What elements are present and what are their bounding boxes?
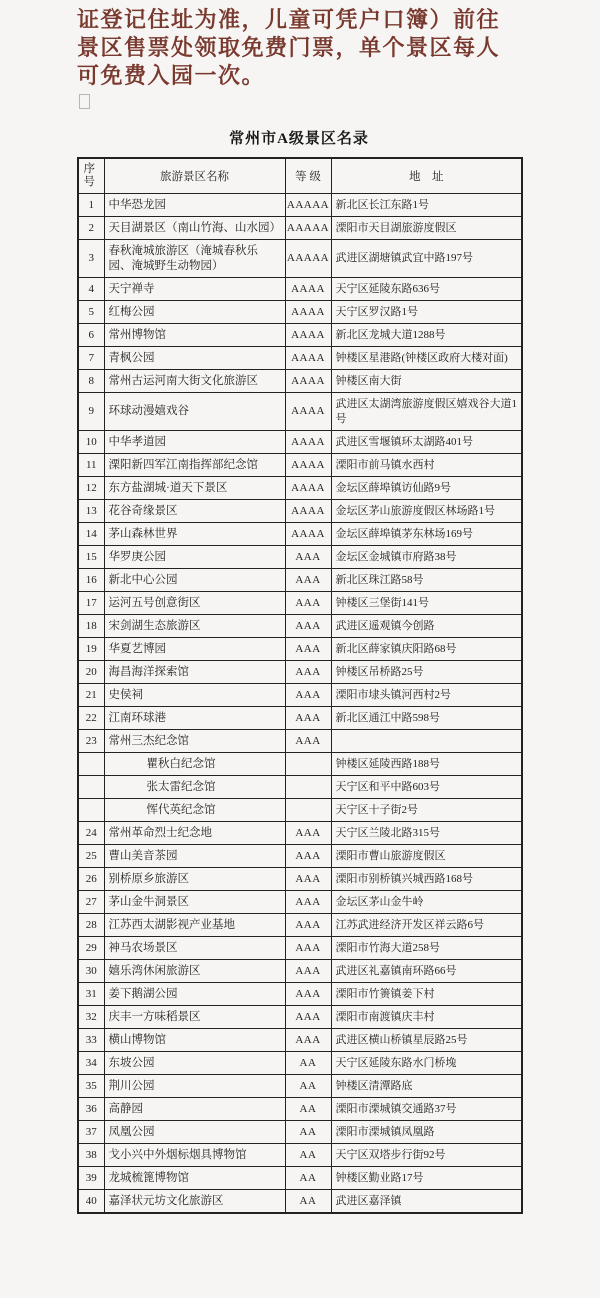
row-number-cell: 11 [78,454,104,477]
address-cell: 溧阳市别桥镇兴城西路168号 [331,868,522,891]
table-row [78,960,522,983]
row-number-cell [78,776,104,799]
address-cell: 天宁区双塔步行街92号 [331,1144,522,1167]
row-number-cell: 20 [78,661,104,684]
name-cell: 天宁禅寺 [104,278,285,301]
address-cell: 天宁区延陵东路636号 [331,278,522,301]
row-number-cell: 26 [78,868,104,891]
table-row [78,393,522,431]
grade-cell: AAAA [285,324,331,347]
name-cell: 春秋淹城旅游区（淹城春秋乐园、淹城野生动物园） [104,240,285,278]
table-row [78,730,522,753]
address-cell: 江苏武进经济开发区祥云路6号 [331,914,522,937]
row-number-cell: 10 [78,431,104,454]
row-number-cell: 31 [78,983,104,1006]
address-cell: 武进区湖塘镇武宜中路197号 [331,240,522,278]
grade-cell: AAA [285,592,331,615]
address-cell: 金坛区金城镇市府路38号 [331,546,522,569]
row-number-cell: 7 [78,347,104,370]
grade-cell: AAA [285,546,331,569]
table-row [78,891,522,914]
name-cell: 史侯祠 [104,684,285,707]
table-row [78,615,522,638]
address-cell: 武进区嘉泽镇 [331,1190,522,1214]
address-cell [331,730,522,753]
grade-cell: AAA [285,661,331,684]
row-number-cell: 22 [78,707,104,730]
name-cell: 常州古运河南大街文化旅游区 [104,370,285,393]
row-number-cell: 14 [78,523,104,546]
row-number-cell: 12 [78,477,104,500]
name-cell: 戈小兴中外烟标烟具博物馆 [104,1144,285,1167]
header-cell-no: 序号 [78,158,104,194]
table-row [78,1052,522,1075]
name-cell: 茅山森林世界 [104,523,285,546]
grade-cell: AA [285,1167,331,1190]
notice-paragraph [77,6,521,90]
table-row [78,1075,522,1098]
table-row [78,500,522,523]
table-body [78,194,522,1214]
name-cell: 天目湖景区（南山竹海、山水园） [104,217,285,240]
name-cell: 红梅公园 [104,301,285,324]
article-content [77,6,521,1214]
row-number-cell [78,753,104,776]
row-number-cell: 30 [78,960,104,983]
grade-cell: AAAAA [285,217,331,240]
name-cell: 恽代英纪念馆 [104,799,285,822]
name-cell: 荆川公园 [104,1075,285,1098]
address-cell: 武进区横山桥镇星辰路25号 [331,1029,522,1052]
address-cell: 天宁区延陵东路水门桥堍 [331,1052,522,1075]
name-cell: 张太雷纪念馆 [104,776,285,799]
notice-line: 证登记住址为准，儿童可凭户口簿）前往 [77,7,501,32]
table-subrow [78,799,522,822]
row-number-cell: 24 [78,822,104,845]
grade-cell: AAAA [285,431,331,454]
row-number-cell: 35 [78,1075,104,1098]
row-number-cell: 32 [78,1006,104,1029]
grade-cell: AAA [285,914,331,937]
name-cell: 瞿秋白纪念馆 [104,753,285,776]
table-row [78,431,522,454]
address-cell: 武进区礼嘉镇南环路66号 [331,960,522,983]
name-cell: 东方盐湖城·道天下景区 [104,477,285,500]
name-cell: 溧阳新四军江南指挥部纪念馆 [104,454,285,477]
header-cell-address: 地 址 [331,158,522,194]
table-row [78,707,522,730]
grade-cell: AAA [285,960,331,983]
scenic-spots-table [77,157,523,1214]
grade-cell: AA [285,1144,331,1167]
grade-cell: AAAA [285,393,331,431]
row-number-cell: 16 [78,569,104,592]
address-cell: 溧阳市埭头镇河西村2号 [331,684,522,707]
address-cell: 天宁区兰陵北路315号 [331,822,522,845]
placeholder-box-glyph [79,94,90,109]
address-cell: 钟楼区三堡街141号 [331,592,522,615]
grade-cell: AAAA [285,370,331,393]
table-row [78,1144,522,1167]
row-number-cell: 9 [78,393,104,431]
name-cell: 华夏艺博园 [104,638,285,661]
name-cell: 别桥原乡旅游区 [104,868,285,891]
grade-cell: AAA [285,822,331,845]
address-cell: 溧阳市竹海大道258号 [331,937,522,960]
table-row [78,661,522,684]
name-cell: 常州革命烈士纪念地 [104,822,285,845]
row-number-cell: 37 [78,1121,104,1144]
grade-cell: AAAA [285,454,331,477]
address-cell: 溧阳市天目湖旅游度假区 [331,217,522,240]
table-row [78,845,522,868]
name-cell: 姜下鹅湖公园 [104,983,285,1006]
name-cell: 茅山金牛洞景区 [104,891,285,914]
row-number-cell [78,799,104,822]
address-cell: 溧阳市竹箦镇姜下村 [331,983,522,1006]
address-cell: 武进区雪堰镇环太湖路401号 [331,431,522,454]
name-cell: 凤凰公园 [104,1121,285,1144]
table-row [78,822,522,845]
table-row [78,592,522,615]
grade-cell: AAA [285,868,331,891]
table-title: 常州市A级景区名录 [229,131,369,147]
table-row [78,477,522,500]
row-number-cell: 17 [78,592,104,615]
address-cell: 金坛区茅山金牛岭 [331,891,522,914]
grade-cell: AAAA [285,523,331,546]
address-cell: 武进区遥观镇今创路 [331,615,522,638]
row-number-cell: 23 [78,730,104,753]
address-cell: 钟楼区南大街 [331,370,522,393]
address-cell: 新北区龙城大道1288号 [331,324,522,347]
table-row [78,1098,522,1121]
address-cell: 钟楼区吊桥路25号 [331,661,522,684]
table-row [78,347,522,370]
address-cell: 金坛区茅山旅游度假区林场路1号 [331,500,522,523]
row-number-cell: 13 [78,500,104,523]
grade-cell: AAAA [285,278,331,301]
address-cell: 钟楼区延陵西路188号 [331,753,522,776]
grade-cell [285,776,331,799]
table-row [78,1006,522,1029]
name-cell: 东坡公园 [104,1052,285,1075]
grade-cell: AAA [285,937,331,960]
grade-cell: AAA [285,983,331,1006]
address-cell: 钟楼区勤业路17号 [331,1167,522,1190]
row-number-cell: 28 [78,914,104,937]
grade-cell: AAA [285,638,331,661]
address-cell: 新北区薛家镇庆阳路68号 [331,638,522,661]
table-row [78,240,522,278]
name-cell: 神马农场景区 [104,937,285,960]
row-number-cell: 27 [78,891,104,914]
grade-cell [285,753,331,776]
table-row [78,1029,522,1052]
grade-cell: AA [285,1190,331,1214]
header-row [78,158,522,194]
table-row [78,684,522,707]
address-cell: 溧阳市曹山旅游度假区 [331,845,522,868]
row-number-cell: 1 [78,194,104,217]
row-number-cell: 4 [78,278,104,301]
name-cell: 青枫公园 [104,347,285,370]
row-number-cell: 8 [78,370,104,393]
grade-cell [285,799,331,822]
header-cell-grade: 等 级 [285,158,331,194]
grade-cell: AAA [285,684,331,707]
table-row [78,278,522,301]
row-number-cell: 6 [78,324,104,347]
row-number-cell: 36 [78,1098,104,1121]
address-cell: 天宁区罗汉路1号 [331,301,522,324]
name-cell: 常州博物馆 [104,324,285,347]
name-cell: 龙城梳篦博物馆 [104,1167,285,1190]
notice-line: 景区售票处领取免费门票，单个景区每人 [77,35,501,60]
table-row [78,324,522,347]
table-row [78,638,522,661]
address-cell: 新北区珠江路58号 [331,569,522,592]
grade-cell: AAA [285,845,331,868]
name-cell: 华罗庚公园 [104,546,285,569]
table-row [78,217,522,240]
name-cell: 江南环球港 [104,707,285,730]
name-cell: 嬉乐湾休闲旅游区 [104,960,285,983]
grade-cell: AAAA [285,500,331,523]
address-cell: 溧阳市前马镇水西村 [331,454,522,477]
table-row [78,937,522,960]
table-row [78,914,522,937]
grade-cell: AAA [285,1006,331,1029]
grade-cell: AAA [285,730,331,753]
name-cell: 常州三杰纪念馆 [104,730,285,753]
table-row [78,1121,522,1144]
grade-cell: AAAA [285,347,331,370]
table-row [78,194,522,217]
table-row [78,546,522,569]
table-row [78,983,522,1006]
row-number-cell: 29 [78,937,104,960]
table-subrow [78,776,522,799]
grade-cell: AAAAA [285,194,331,217]
grade-cell: AAA [285,615,331,638]
table-subrow [78,753,522,776]
address-cell: 钟楼区清潭路底 [331,1075,522,1098]
grade-cell: AAA [285,707,331,730]
table-row [78,868,522,891]
name-cell: 新北中心公园 [104,569,285,592]
address-cell: 武进区太湖湾旅游度假区嬉戏谷大道1号 [331,393,522,431]
grade-cell: AA [285,1121,331,1144]
row-number-cell: 2 [78,217,104,240]
row-number-cell: 33 [78,1029,104,1052]
address-cell: 溧阳市溧城镇凤凰路 [331,1121,522,1144]
grade-cell: AAA [285,569,331,592]
grade-cell: AA [285,1052,331,1075]
grade-cell: AA [285,1075,331,1098]
name-cell: 花谷奇缘景区 [104,500,285,523]
name-cell: 曹山美音茶园 [104,845,285,868]
row-number-cell: 19 [78,638,104,661]
address-cell: 天宁区十子街2号 [331,799,522,822]
address-cell: 新北区长江东路1号 [331,194,522,217]
header-cell-name: 旅游景区名称 [104,158,285,194]
name-cell: 庆丰一方味稻景区 [104,1006,285,1029]
name-cell: 横山博物馆 [104,1029,285,1052]
table-row [78,301,522,324]
grade-cell: AAAAA [285,240,331,278]
address-cell: 金坛区薛埠镇访仙路9号 [331,477,522,500]
row-number-cell: 15 [78,546,104,569]
address-cell: 金坛区薛埠镇茅东林场169号 [331,523,522,546]
address-cell: 溧阳市南渡镇庆丰村 [331,1006,522,1029]
grade-cell: AAA [285,1029,331,1052]
name-cell: 嘉泽状元坊文化旅游区 [104,1190,285,1214]
row-number-cell: 3 [78,240,104,278]
row-number-cell: 21 [78,684,104,707]
table-row [78,1167,522,1190]
notice-line: 可免费入园一次。 [77,63,266,88]
name-cell: 中华恐龙园 [104,194,285,217]
name-cell: 环球动漫嬉戏谷 [104,393,285,431]
row-number-cell: 25 [78,845,104,868]
row-number-cell: 34 [78,1052,104,1075]
name-cell: 运河五号创意街区 [104,592,285,615]
address-cell: 溧阳市溧城镇交通路37号 [331,1098,522,1121]
name-cell: 宋剑湖生态旅游区 [104,615,285,638]
row-number-cell: 38 [78,1144,104,1167]
grade-cell: AAAA [285,477,331,500]
address-cell: 新北区通江中路598号 [331,707,522,730]
table-row [78,523,522,546]
table-row [78,1190,522,1214]
name-cell: 海昌海洋探索馆 [104,661,285,684]
row-number-cell: 39 [78,1167,104,1190]
table-row [78,454,522,477]
row-number-cell: 5 [78,301,104,324]
grade-cell: AA [285,1098,331,1121]
address-cell: 天宁区和平中路603号 [331,776,522,799]
name-cell: 中华孝道园 [104,431,285,454]
table-row [78,370,522,393]
name-cell: 江苏西太湖影视产业基地 [104,914,285,937]
address-cell: 钟楼区星港路(钟楼区政府大楼对面) [331,347,522,370]
row-number-cell: 40 [78,1190,104,1214]
grade-cell: AAA [285,891,331,914]
grade-cell: AAAA [285,301,331,324]
table-row [78,569,522,592]
row-number-cell: 18 [78,615,104,638]
name-cell: 高静园 [104,1098,285,1121]
